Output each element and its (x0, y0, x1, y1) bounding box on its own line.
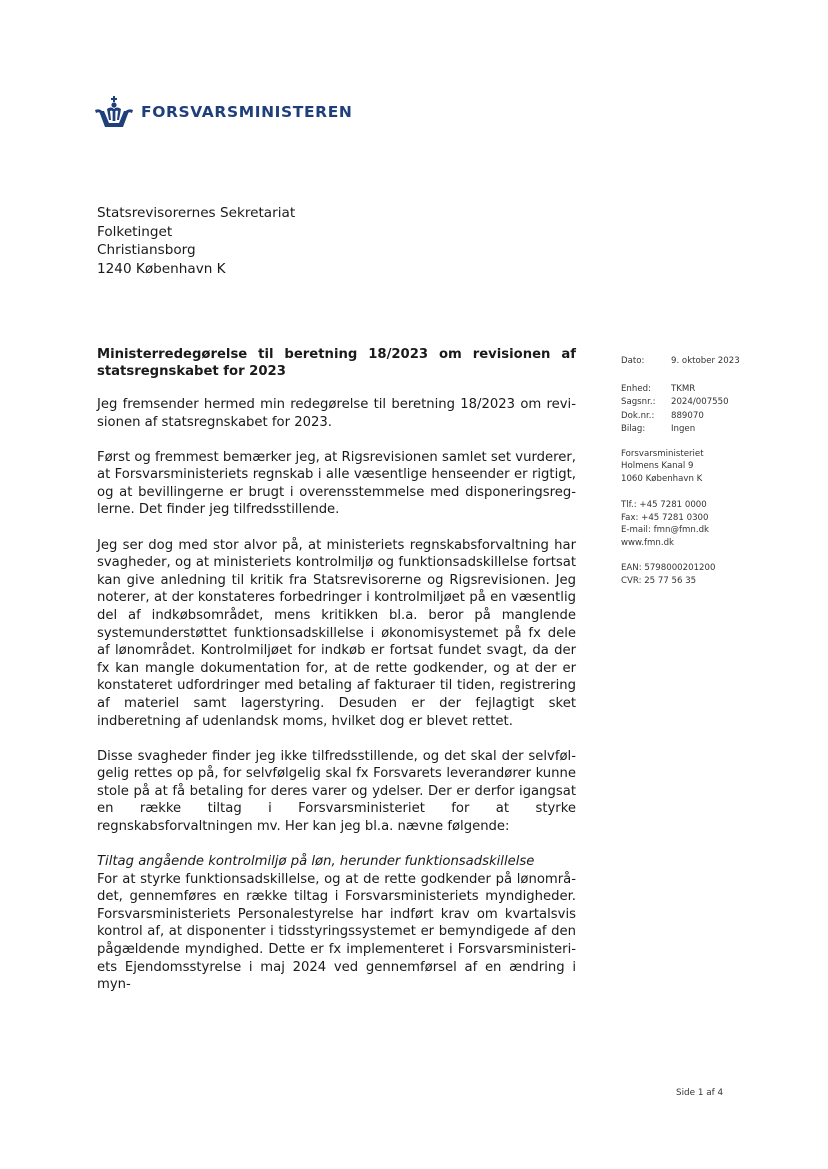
ref-label: Enhed: (621, 383, 651, 394)
ref-value: 889070 (671, 410, 704, 421)
fax: Fax: +45 7281 0300 (621, 512, 709, 523)
letter-body (97, 346, 576, 994)
page-number: Side 1 af 4 (676, 1088, 724, 1098)
ids-block (621, 562, 791, 588)
date-value: 9. oktober 2023 (671, 356, 740, 366)
ref-label: Dok.nr.: (621, 410, 655, 421)
recipient-address (97, 204, 295, 278)
letter-title: Ministerredegørelse til beretning 18/2023 om revisionen af statsregnskabet for 2023 (97, 347, 576, 379)
reference-block (621, 383, 791, 437)
paragraph: Først og fremmest bemærker jeg, at Rigsrevisionen samlet set vurderer, at Forsvarsministeriets regnskab i alle væsentlige henseender er rigtigt, og at bevillingerne er brugt i overensstemmelse med disponeringsreglerne. Det finder jeg tilfredsstillende. (97, 449, 576, 518)
org-address-block (621, 448, 791, 486)
ref-value: 2024/007550 (671, 397, 729, 407)
org-address-line: Forsvarsministeriet (621, 448, 704, 459)
paragraph: For at styrke funktionsadskillelse, og at de rette godkender på lønområdet, gennemføres en række tiltag i Forsvarsministeriets myndigheder. Forsvarsministeriets Personalestyrelse har indført krav om kvartalsvis kontrol af, at disponenter i tidsstyringssystemet er bemyndigede af den pågældende myndighed. Dette er fx implementeret i Forsvarsministeriets Ejendomsstyrelse i maj 2024 ved gennemførsel af en ændring i myn- (97, 871, 576, 993)
ean: EAN: 5798000201200 (621, 563, 716, 574)
paragraph: Disse svagheder finder jeg ikke tilfredsstillende, og det skal der selvfølgelig rettes op på, for selvfølgelig skal fx Forsvarets leverandører kunne stole på at få betaling for deres varer og ydelser. Der er derfor igangsat en række tiltag i Forsvarsministeriet for at styrke regnskabsforvaltningen mv. Her kan jeg bl.a. nævne følgende: (97, 748, 576, 834)
ref-label: Bilag: (621, 424, 646, 434)
contact-block (621, 499, 791, 550)
address-line: Folketinget (97, 223, 173, 240)
cvr: CVR: 25 77 56 35 (621, 575, 697, 586)
address-line: Statsrevisorernes Sekretariat (97, 205, 296, 221)
crown-icon (95, 96, 133, 130)
ref-value: TKMR (671, 383, 696, 394)
ministry-name: FORSVARSMINISTEREN (141, 103, 353, 122)
address-line: Christiansborg (97, 242, 196, 258)
ref-label: Sagsnr.: (621, 397, 656, 407)
address-line: 1240 København K (97, 260, 226, 277)
website: www.fmn.dk (621, 538, 675, 549)
sidebar-metadata (621, 355, 791, 599)
section-subheading: Tiltag angående kontrolmiljø på løn, herunder funktionsadskillelse (97, 854, 535, 870)
date-block (621, 355, 791, 369)
paragraph: Jeg ser dog med stor alvor på, at ministeriets regnskabsforvaltning har svagheder, og at ministeriets kontrolmiljø og funktionsadskillelse fortsat kan give anledning til kritik fra Statsrevisorerne og Rigsrevisionen. Jeg noterer, at der konstateres forbedringer i kontrolmiljøet på en væsentlig del af indkøbsområdet, mens kritikken bl.a. beror på manglende systemunderstøttet funktionsadskillelse i økonomisystemet på fx dele af lønområdet. Kontrolmiljøet for indkøb er fortsat fundet svagt, da der fx kan mangle dokumentation for, at de rette godkender, og at der er konstateret udfordringer med betaling af fakturaer til tiden, registrering af materiel samt lagerstyring. Desuden er der fejlagtigt sket indberetning af udenlandsk moms, hvilket dog er blevet rettet. (97, 537, 576, 729)
org-address-line: 1060 København K (621, 474, 703, 485)
email: E-mail: fmn@fmn.dk (621, 525, 710, 536)
phone: Tlf.: +45 7281 0000 (621, 499, 707, 510)
ministry-logo (95, 96, 352, 130)
date-label: Dato: (621, 356, 645, 366)
paragraph: Jeg fremsender hermed min redegørelse til beretning 18/2023 om revisionen af statsregnskabet for 2023. (97, 397, 576, 430)
ref-value: Ingen (671, 424, 696, 434)
org-address-line: Holmens Kanal 9 (621, 461, 694, 472)
